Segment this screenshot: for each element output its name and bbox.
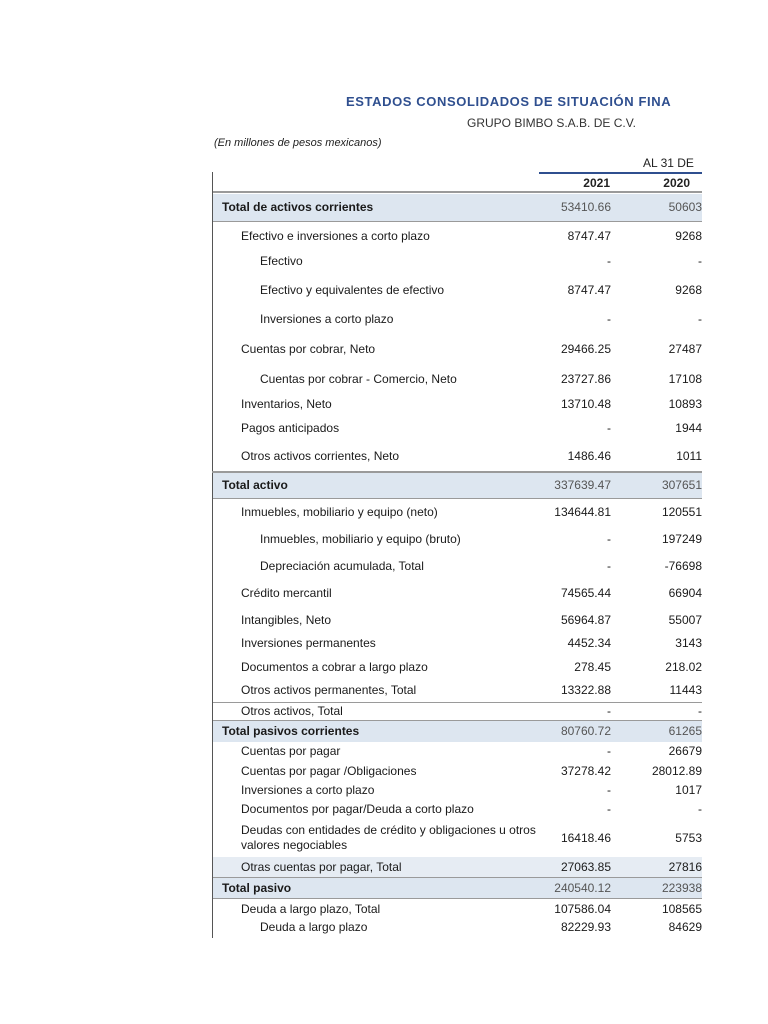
row-label: Inversiones a corto plazo <box>260 312 394 326</box>
row-value-2020: 9268 <box>675 229 702 243</box>
table-row <box>213 442 702 471</box>
row-value-2021: 1486.46 <box>567 449 611 463</box>
row-label: Deuda a largo plazo <box>260 920 368 934</box>
row-value-2021: 4452.34 <box>567 636 611 650</box>
row-value-2021: 8747.47 <box>567 229 611 243</box>
row-value-2020: 66904 <box>668 586 702 600</box>
row-value-2021: 107586.04 <box>554 902 611 916</box>
row-value-2021: 53410.66 <box>560 200 611 214</box>
row-label: Efectivo e inversiones a corto plazo <box>241 229 430 243</box>
table-row <box>213 898 702 919</box>
row-label: Otros activos permanentes, Total <box>241 683 417 697</box>
as-of-label: AL 31 DE <box>643 156 694 170</box>
table-row <box>213 877 702 899</box>
row-value-2021: - <box>607 704 611 718</box>
table-row <box>213 800 702 820</box>
table-row <box>213 702 702 721</box>
row-value-2020: 26679 <box>668 744 702 758</box>
row-label: Efectivo <box>260 254 303 268</box>
row-label: Documentos por pagar/Deuda a corto plazo <box>241 802 474 816</box>
table-row <box>213 632 702 656</box>
row-label: Inversiones permanentes <box>241 636 376 650</box>
row-value-2020: 120551 <box>661 505 702 519</box>
row-value-2020: 307651 <box>661 478 702 492</box>
row-label: Documentos a cobrar a largo plazo <box>241 660 428 674</box>
row-value-2020: 27487 <box>668 342 702 356</box>
table-row <box>213 720 702 742</box>
table-row <box>213 761 702 781</box>
table-row <box>213 276 702 305</box>
row-value-2020: 108565 <box>661 902 702 916</box>
row-label: Depreciación acumulada, Total <box>260 559 424 573</box>
row-label: Total pasivos corrientes <box>222 724 360 738</box>
row-label: Efectivo y equivalentes de efectivo <box>260 283 445 297</box>
table-row <box>213 918 702 938</box>
row-label: Cuentas por cobrar, Neto <box>241 342 376 356</box>
row-value-2021: 278.45 <box>574 660 611 674</box>
row-value-2021: 29466.25 <box>560 342 611 356</box>
row-label: Otras cuentas por pagar, Total <box>241 860 402 874</box>
row-value-2020: 5753 <box>675 831 702 845</box>
table-row <box>213 820 702 857</box>
row-value-2021: 13710.48 <box>560 397 611 411</box>
table-row <box>213 473 702 498</box>
table-row <box>213 680 702 702</box>
row-value-2021: 13322.88 <box>560 683 611 697</box>
row-value-2021: - <box>607 783 611 797</box>
row-label: Inventarios, Neto <box>241 397 332 411</box>
row-value-2020: 55007 <box>668 613 702 627</box>
row-value-2021: 80760.72 <box>560 724 611 738</box>
table-row <box>213 364 702 393</box>
table-row <box>213 781 702 800</box>
year-header-rule <box>539 172 702 174</box>
row-label: Pagos anticipados <box>241 421 340 435</box>
row-value-2020: 218.02 <box>665 660 702 674</box>
table-row <box>213 607 702 632</box>
row-label: Deudas con entidades de crédito y obligaciones u otros valores negociables <box>241 823 536 852</box>
row-value-2021: 8747.47 <box>567 283 611 297</box>
table-row <box>213 525 702 552</box>
row-value-2021: - <box>607 312 611 326</box>
row-label: Inmuebles, mobiliario y equipo (bruto) <box>260 532 461 546</box>
row-value-2021: - <box>607 744 611 758</box>
row-label: Intangibles, Neto <box>241 613 332 627</box>
row-value-2020: 17108 <box>668 372 702 386</box>
row-value-2021: - <box>607 254 611 268</box>
table-row <box>213 579 702 607</box>
row-value-2020: 84629 <box>668 920 702 934</box>
row-value-2021: - <box>607 559 611 573</box>
row-value-2021: 27063.85 <box>560 860 611 874</box>
row-label: Cuentas por pagar /Obligaciones <box>241 764 417 778</box>
row-value-2021: - <box>607 532 611 546</box>
row-value-2021: 56964.87 <box>560 613 611 627</box>
row-value-2021: 82229.93 <box>560 920 611 934</box>
units-note: (En millones de pesos mexicanos) <box>214 137 382 149</box>
row-value-2020: 1017 <box>675 783 702 797</box>
table-row <box>213 248 702 275</box>
table-row <box>213 656 702 680</box>
table-row <box>213 857 702 877</box>
row-value-2020: - <box>698 254 702 268</box>
row-value-2020: 1011 <box>676 449 702 463</box>
table-row <box>213 742 702 761</box>
row-value-2021: 16418.46 <box>560 831 611 845</box>
row-value-2020: 27816 <box>668 860 702 874</box>
row-value-2020: 197249 <box>661 532 702 546</box>
row-label: Cuentas por pagar <box>241 744 341 758</box>
table-row <box>213 417 702 442</box>
row-value-2020: 50603 <box>668 200 702 214</box>
table-row <box>213 194 702 221</box>
table-row <box>213 393 702 417</box>
row-value-2021: 134644.81 <box>554 505 611 519</box>
row-value-2020: - <box>698 802 702 816</box>
row-value-2020: 28012.89 <box>651 764 702 778</box>
row-label: Inversiones a corto plazo <box>241 783 375 797</box>
row-value-2021: 240540.12 <box>554 881 611 895</box>
statement-title: ESTADOS CONSOLIDADOS DE SITUACIÓN FINA <box>346 94 672 109</box>
row-label: Inmuebles, mobiliario y equipo (neto) <box>241 505 438 519</box>
row-label: Cuentas por cobrar - Comercio, Neto <box>260 372 457 386</box>
row-label: Otros activos, Total <box>241 704 343 718</box>
table-row <box>213 334 702 364</box>
row-value-2021: 37278.42 <box>560 764 611 778</box>
row-value-2021: 337639.47 <box>554 478 611 492</box>
row-value-2020: - <box>698 704 702 718</box>
row-value-2020: 61265 <box>668 724 702 738</box>
header-divider <box>212 191 702 193</box>
row-value-2020: 223938 <box>661 881 702 895</box>
year-2021-header: 2021 <box>583 176 610 190</box>
row-value-2020: 9268 <box>675 283 702 297</box>
year-2020-header: 2020 <box>663 176 690 190</box>
row-value-2021: - <box>607 802 611 816</box>
row-label: Total activo <box>222 478 288 492</box>
row-value-2021: 23727.86 <box>560 372 611 386</box>
table-row <box>213 498 702 526</box>
row-value-2020: -76698 <box>664 559 702 573</box>
row-value-2021: 74565.44 <box>560 586 611 600</box>
row-label: Total de activos corrientes <box>222 200 374 214</box>
table-row <box>213 221 702 249</box>
row-value-2020: 3143 <box>675 636 702 650</box>
row-label: Deuda a largo plazo, Total <box>241 902 381 916</box>
row-label: Otros activos corrientes, Neto <box>241 449 400 463</box>
row-label: Total pasivo <box>222 881 292 895</box>
row-value-2020: 1944 <box>675 421 702 435</box>
row-value-2020: - <box>698 312 702 326</box>
row-value-2020: 10893 <box>668 397 702 411</box>
table-row <box>213 305 702 334</box>
company-name: GRUPO BIMBO S.A.B. DE C.V. <box>467 116 636 130</box>
row-label: Crédito mercantil <box>241 586 332 600</box>
table-row <box>213 552 702 579</box>
row-value-2020: 11443 <box>669 683 702 697</box>
row-value-2021: - <box>607 421 611 435</box>
